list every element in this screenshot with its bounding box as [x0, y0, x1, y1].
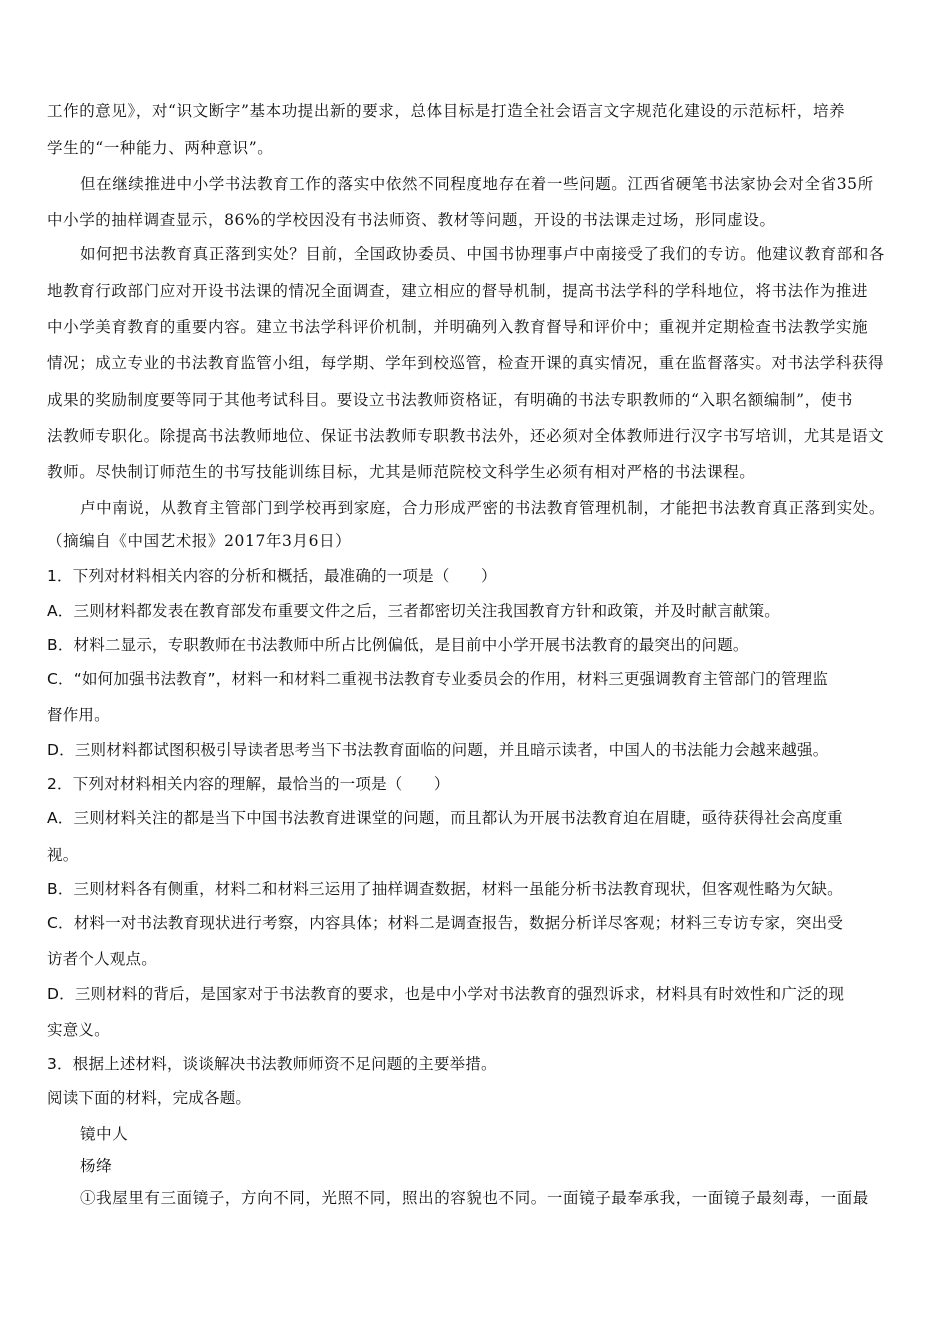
- question-2-option-d-cont: 实意义。: [47, 1021, 110, 1039]
- material3-line: 中小学美育教育的重要内容。建立书法学科评价机制，并明确列入教育督导和评价中；重视并定期检查书法教学实施: [47, 318, 869, 336]
- question-2-option-a-cont: 视。: [47, 846, 79, 864]
- question-2-option-d: D．三则材料的背后，是国家对于书法教育的要求，也是中小学对书法教育的强烈诉求，材料具有时效性和广泛的现: [47, 985, 845, 1003]
- material3-line: 成果的奖励制度要等同于其他考试科目。要设立书法教师资格证，有明确的书法专职教师的“入职名额编制”，使书: [47, 391, 853, 409]
- material3-line: 法教师专职化。除提高书法教师地位、保证书法教师专职教书法外，还必须对全体教师进行汉字书写培训，尤其是语文: [47, 427, 885, 445]
- material3-line: 地教育行政部门应对开设书法课的情况全面调查，建立相应的督导机制，提高书法学科的学科地位，将书法作为推进: [47, 282, 869, 300]
- question-1-option-c-cont: 督作用。: [47, 706, 110, 724]
- material3-line: 教师。尽快制订师范生的书写技能训练目标，尤其是师范院校文科学生必须有相对严格的书法课程。: [47, 463, 756, 481]
- material3-line: 卢中南说，从教育主管部门到学校再到家庭，合力形成严密的书法教育管理机制，才能把书法教育真正落到实处。: [80, 499, 886, 517]
- question-2-option-a: A．三则材料关注的都是当下中国书法教育进课堂的问题，而且都认为开展书法教育迫在眉睫，亟待获得社会高度重: [47, 809, 843, 827]
- material3-line: 中小学的抽样调查显示，86%的学校因没有书法师资、教材等问题，开设的书法课走过场，形同虚设。: [47, 211, 776, 229]
- material3-line: 如何把书法教育真正落到实处？目前，全国政协委员、中国书协理事卢中南接受了我们的专访。他建议教育部和各: [80, 245, 886, 263]
- question-1-option-d: D．三则材料都试图积极引导读者思考当下书法教育面临的问题，并且暗示读者，中国人的书法能力会越来越强。: [47, 741, 829, 759]
- material3-line: 但在继续推进中小学书法教育工作的落实中依然不同程度地存在着一些问题。江西省硬笔书法家协会对全省35所: [80, 175, 874, 193]
- essay-paragraph-1: ①我屋里有三面镜子，方向不同，光照不同，照出的容貌也不同。一面镜子最奉承我，一面镜子最刻毒，一面最: [80, 1189, 869, 1207]
- question-3-stem: 3．根据上述材料，谈谈解决书法教师师资不足问题的主要举措。: [47, 1055, 497, 1073]
- material3-line: 学生的“一种能力、两种意识”。: [47, 139, 274, 157]
- question-2-option-c-cont: 访者个人观点。: [47, 950, 157, 968]
- question-2-option-b: B．三则材料各有侧重，材料二和材料三运用了抽样调查数据，材料一虽能分析书法教育现状，但客观性略为欠缺。: [47, 880, 843, 898]
- essay-title: 镜中人: [80, 1125, 129, 1143]
- question-1-option-a: A．三则材料都发表在教育部发布重要文件之后，三者都密切关注我国教育方针和政策，并及时献言献策。: [47, 602, 781, 620]
- question-1-option-c: C．“如何加强书法教育”，材料一和材料二重视书法教育专业委员会的作用，材料三更强调教育主管部门的管理监: [47, 670, 829, 688]
- essay-author: 杨绛: [80, 1157, 113, 1175]
- question-2-stem: 2．下列对材料相关内容的理解，最恰当的一项是（ ）: [47, 775, 450, 793]
- question-1-stem: 1．下列对材料相关内容的分析和概括，最准确的一项是（ ）: [47, 567, 497, 585]
- question-2-option-c: C．材料一对书法教育现状进行考察，内容具体；材料二是调查报告，数据分析详尽客观；材料三专访专家，突出受: [47, 914, 844, 932]
- material3-line: 情况；成立专业的书法教育监管小组，每学期、学年到校巡管，检查开课的真实情况，重在监督落实。对书法学科获得: [47, 354, 885, 372]
- source-citation: （摘编自《中国艺术报》2017年3月6日）: [47, 532, 352, 550]
- question-1-option-b: B．材料二显示，专职教师在书法教师中所占比例偏低，是目前中小学开展书法教育的最突出的问题。: [47, 636, 749, 654]
- material3-line: 工作的意见》，对“识文断字”基本功提出新的要求，总体目标是打造全社会语言文字规范化建设的示范标杆，培养: [47, 102, 846, 120]
- reading-instruction: 阅读下面的材料，完成各题。: [47, 1089, 252, 1107]
